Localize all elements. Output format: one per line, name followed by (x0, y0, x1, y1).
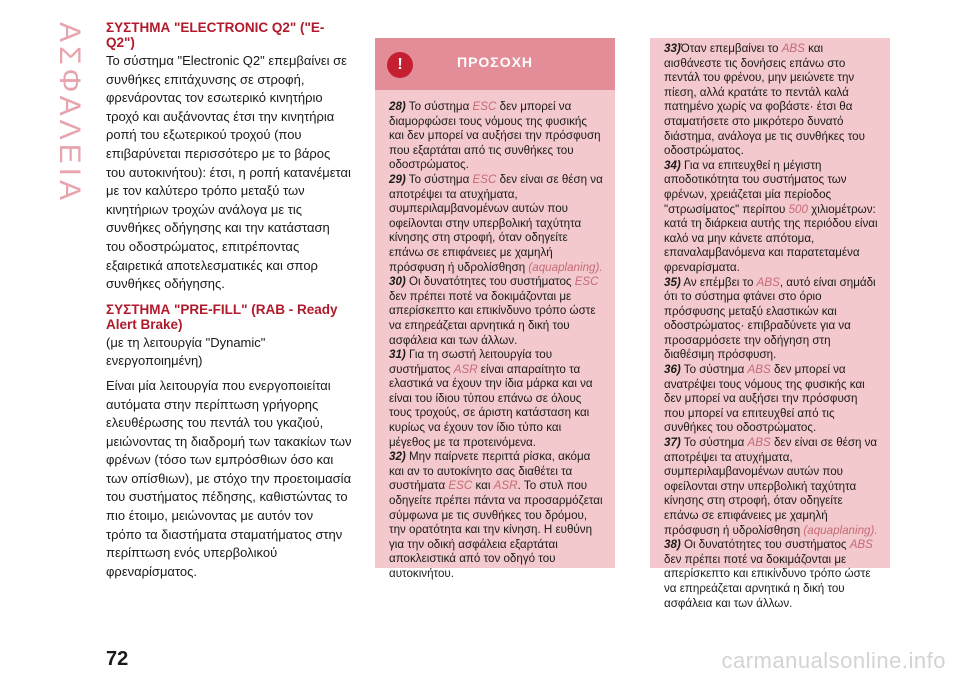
warning-box-continued (650, 38, 890, 610)
term-abs: ABS (756, 275, 780, 289)
text-run: Για να επιτευχθεί η μέγιστη αποδοτικότητα του συστήματος των φρένων, χρειάζεται μία περίοδος "στρωσίματος" περίπου (664, 158, 847, 216)
note-32 (389, 450, 605, 581)
note-number: 38) (664, 538, 681, 552)
warning-box (375, 38, 615, 580)
term-asr: ASR (493, 479, 518, 493)
section-side-tab (0, 0, 86, 678)
term-distance: 500 (788, 202, 808, 216)
heading-electronic-q2: ΣΥΣΤΗΜΑ "ELECTRONIC Q2" ("E-Q2") (106, 20, 325, 50)
note-number: 28) (389, 100, 406, 113)
term-aquaplaning: (aquaplaning). (528, 260, 603, 274)
note-36 (664, 363, 880, 436)
note-37 (664, 436, 880, 538)
text-run: δεν πρέπει ποτέ να δοκιμάζονται με απερίσκεπτο και επικίνδυνο τρόπο ώστε να επηρεάζεται αρνητικά η δική του ασφάλεια και των άλλων. (389, 289, 596, 347)
warning-triangle-icon: ! (387, 52, 413, 78)
term-dynamic: Dynamic (210, 334, 261, 350)
paragraph-electronic-q2 (106, 52, 352, 294)
text-run: Οι δυνατότητες του συστήματος (680, 538, 850, 552)
term-abs: ABS (781, 42, 805, 55)
text-run: και (472, 479, 494, 493)
text-run: Όταν επεμβαίνει το (680, 42, 782, 55)
note-31 (389, 348, 605, 450)
warning-title: ΠΡΟΣΟΧΗ (456, 54, 534, 70)
term-esc: ESC (472, 172, 497, 186)
note-38 (664, 538, 880, 611)
paragraph-dynamic-mode (106, 334, 352, 371)
left-column (106, 20, 352, 581)
text-run: δεν είναι σε θέση να αποτρέψει τα ατυχήματα, συμπεριλαμβανομένων αυτών που οφείλονται στην υπερβολική ταχύτητα κίνησης στη στροφή, όταν οδηγείτε επάνω σε επιφάνειες με χαμηλή πρόσφυση ή υδρολίσθηση (389, 172, 603, 274)
term-aquaplaning: (aquaplaning). (803, 523, 878, 537)
text-run: Το σύστημα (680, 436, 748, 450)
term-esc: ESC (574, 275, 599, 289)
warning-notes-continued (650, 38, 890, 611)
text-run: χιλιομέτρων: κατά τη διάρκεια αυτής της περιόδου είναι καλό να μην κάνετε απότομα, επαναλαμβανόμενα και παρατεταμένα φρεναρίσματα. (664, 202, 878, 274)
text-run: " ενεργοποιημένη) (106, 334, 266, 369)
text-run: Μην παίρνετε περιττά ρίσκα, ακόμα και αν το αυτοκίνητο σας διαθέτει τα συστήματα (389, 450, 591, 493)
text-run: Το σύστημα (405, 172, 473, 186)
note-number: 31) (389, 348, 406, 362)
warning-notes (375, 90, 615, 582)
text-run: " επεμβαίνει σε συνθήκες επιτάχυνσης σε στροφή, φρενάροντας τον εσωτερικό κινητήριο τροχό και αυξάνοντας έτσι την κινητήρια ροπή του εξωτερικού τροχού (που επιβαρύνεται περισσότερο με το βάρος του αυτοκινήτου): έτσι, η ροπή κατανέμεται με τον καλύτερο τρόπο μεταξύ των κινητήριων τροχών ανάλογα με τις συνθήκες οδήγησης και την κατάσταση του οδοστρώματος, επιτρέποντας εξαιρετικά αποτελεσματικές και σπορ συνθήκες οδήγησης. (106, 53, 351, 292)
term-abs: ABS (747, 436, 771, 450)
text-run: δεν μπορεί να ανατρέψει τους νόμους της φυσικής και δεν μπορεί να αυξήσει την πρόσφυση που μπορεί να επιτευχθεί από τις συνθήκες του οδοστρώματος. (664, 363, 865, 435)
note-number: 29) (389, 172, 406, 186)
term-esc: ESC (448, 479, 473, 493)
text-run: Αν επέμβει το (680, 275, 757, 289)
text-run: Το σύστημα (680, 363, 748, 377)
term-abs: ABS (849, 538, 873, 552)
text-run: Οι δυνατότητες του συστήματος (405, 275, 575, 289)
text-run: δεν μπορεί να διαμορφώσει τους νόμους της φυσικής και δεν μπορεί να αυξήσει την πρόσφυση που εξαρτάται από τις συνθήκες του οδοστρώματος. (389, 100, 601, 172)
page-number: 72 (106, 648, 129, 670)
term-esc: ESC (472, 100, 497, 113)
text-run: . Το στυλ που οδηγείτε πρέπει πάντα να προσαρμόζεται σύμφωνα με τις συνθήκες του δρόμου, την ορατότητα και την κίνηση. Η ευθύνη για την οδική ασφάλεια εξαρτάται αποκλειστικά από τον οδηγό του αυτοκινήτου. (389, 479, 603, 580)
note-30 (389, 275, 605, 348)
text-run: δεν πρέπει ποτέ να δοκιμάζονται με απερίσκεπτο και επικίνδυνο τρόπο ώστε να επηρεάζεται αρνητικά η δική του ασφάλεια και των άλλων. (664, 552, 871, 610)
note-35 (664, 276, 880, 364)
text-run: είναι απαραίτητο τα ελαστικά να έχουν την ίδια μάρκα και να είναι του ίδιου τύπου επάνω σε όλους τους τροχούς, σε άριστη κατάσταση και κυρίως να έχουν τον ίδιο τύπο και μέγεθος με τα προτεινόμενα. (389, 362, 593, 449)
text-run: (με τη λειτουργία " (106, 334, 211, 350)
note-29 (389, 173, 605, 275)
note-number: 36) (664, 363, 681, 377)
note-number: 37) (664, 436, 681, 450)
warning-header (375, 38, 615, 90)
note-number: 32) (389, 450, 406, 464)
note-number: 34) (664, 158, 681, 172)
note-number: 30) (389, 275, 406, 289)
note-28 (389, 100, 605, 173)
term-electronic-q2: Electronic Q2 (182, 53, 261, 68)
watermark: carmanualsonline.info (721, 648, 946, 673)
note-33 (664, 42, 880, 159)
text-run: Το σύστημα " (106, 53, 183, 68)
term-abs: ABS (747, 363, 771, 377)
text-run: Το σύστημα (405, 100, 473, 113)
term-asr: ASR (453, 362, 478, 376)
section-title-vertical: ΑΣΦΑΛΕΙΑ (53, 22, 86, 205)
paragraph-pre-fill: Είναι μία λειτουργία που ενεργοποιείται αυτόματα στην περίπτωση γρήγορης ελευθέρωσης του πεντάλ του γκαζιού, μειώνοντας τη διαδρομή των τακακίων των φρένων (τόσο των εμπρόσθιων όσο και των οπίσθιων), με στόχο την προετοιμασία του συστήματος πέδησης, καθιστώντας το πιο έτοιμο, μειώνοντας με αυτόν τον τρόπο τα διαστήματα σταματήματος στην περίπτωση ενός υπερβολικού φρεναρίσματος. (106, 377, 352, 579)
note-number: 35) (664, 275, 681, 289)
text-run: Για τη σωστή λειτουργία του συστήματος (389, 348, 553, 376)
text-run: και αισθάνεστε τις δονήσεις επάνω στο πεντάλ του φρένου, μην μειώνετε την πίεση, αλλά κρατάτε το πεντάλ καλά πατημένο χωρίς να φοβάστε· έτσι θα σταματήσετε στο μικρότερο δυνατό διάστημα, ανάλογα με τις συνθήκες του οδοστρώματος. (664, 42, 865, 158)
text-run: δεν είναι σε θέση να αποτρέψει τα ατυχήματα, συμπεριλαμβανομένων αυτών που οφείλονται στην υπερβολική ταχύτητα κίνησης στη στροφή, όταν οδηγείτε επάνω σε επιφάνειες με χαμηλή πρόσφυση ή υδρολίσθηση (664, 436, 878, 537)
note-34 (664, 159, 880, 276)
note-number: 33) (664, 42, 681, 55)
text-run: , αυτό είναι σημάδι ότι το σύστημα φτάνει στο όριο πρόσφυσης μεταξύ ελαστικών και οδοστρώματος· επιβραδύνετε για να προσαρμόσετε την οδήγηση στη διαθέσιμη πρόσφυση. (664, 275, 876, 362)
heading-pre-fill: ΣΥΣΤΗΜΑ "PRE-FILL" (RAB - Ready Alert Brake) (106, 301, 338, 332)
